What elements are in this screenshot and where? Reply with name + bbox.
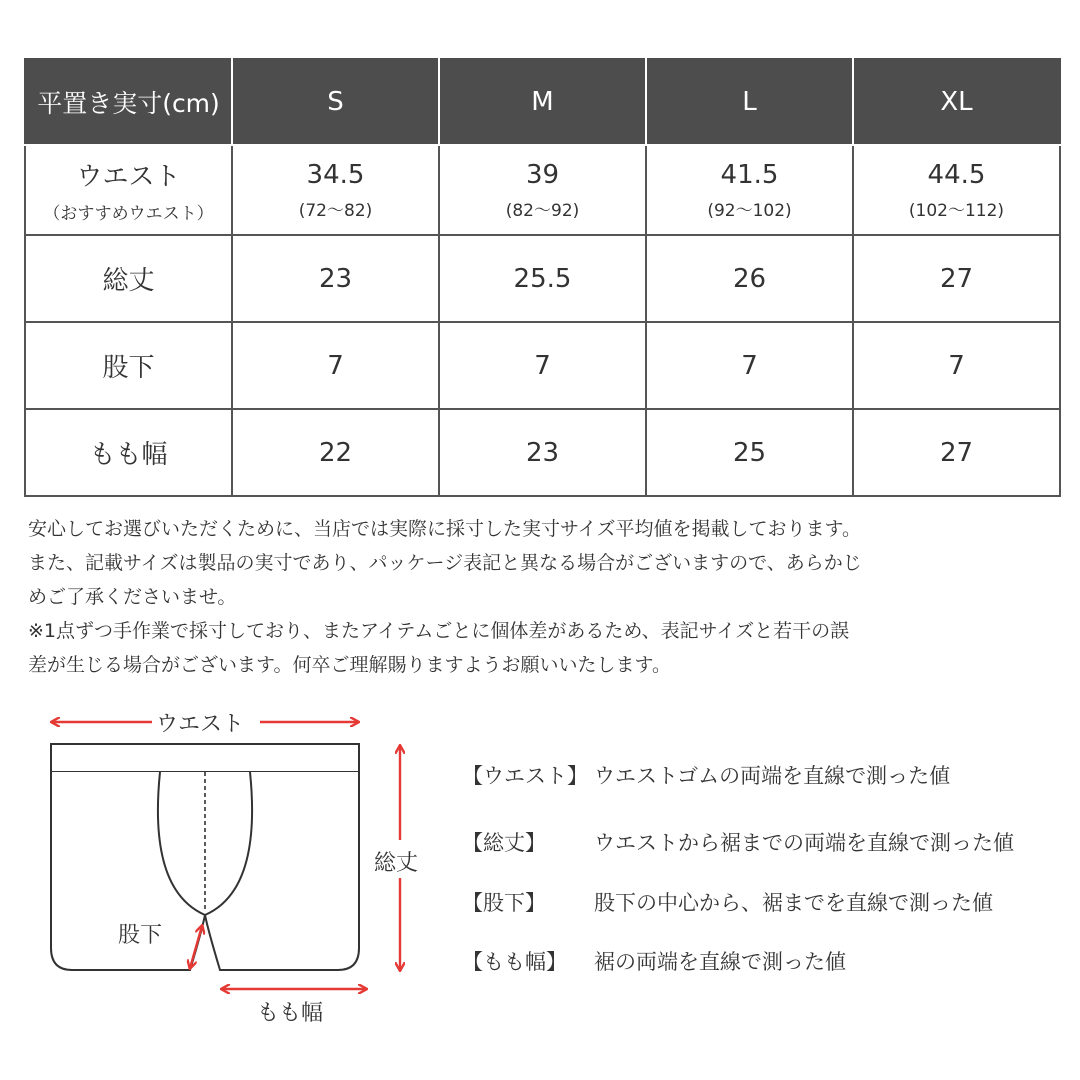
cell-waist-s	[232, 145, 439, 235]
legend-item	[462, 946, 1062, 986]
legend-desc: ウエストから裾までの両端を直線で測った値	[594, 831, 1014, 855]
table-header-row	[25, 59, 1060, 145]
legend-item	[462, 887, 1062, 927]
legend-term: 【もも幅】	[462, 950, 567, 974]
diagram-label-length: 総丈	[374, 851, 419, 876]
cell-thigh-s: 22	[232, 409, 439, 496]
note-line: めご了承くださいませ。	[28, 586, 237, 608]
cell-thigh-l: 25	[646, 409, 853, 496]
note-line: 差が生じる場合がございます。何卒ご理解賜りますようお願いいたします。	[28, 654, 671, 676]
cell-length-s: 23	[232, 235, 439, 322]
size-header-xl: XL	[853, 59, 1060, 145]
cell-value: 39	[525, 159, 560, 190]
legend-item	[462, 760, 1062, 800]
cell-value: 41.5	[720, 159, 779, 190]
size-table	[24, 58, 1061, 497]
cell-subvalue: (72〜82)	[298, 200, 373, 221]
note-line: 安心してお選びいただくために、当店では実際に採寸した実寸サイズ平均値を掲載しております。	[28, 518, 861, 540]
row-label-thigh: もも幅	[25, 409, 232, 496]
cell-value: 44.5	[927, 159, 986, 190]
diagram-label-inseam: 股下	[118, 923, 163, 948]
table-row-thigh	[25, 409, 1060, 496]
row-label: ウエスト	[76, 162, 181, 192]
table-row-waist	[25, 145, 1060, 235]
cell-thigh-m: 23	[439, 409, 646, 496]
legend-term: 【ウエスト】	[462, 764, 588, 788]
cell-value: 34.5	[306, 159, 365, 190]
waistband-shape	[51, 744, 359, 772]
table-row-length	[25, 235, 1060, 322]
measurement-diagram	[30, 700, 450, 1040]
size-header-s: S	[232, 59, 439, 145]
note-line: ※1点ずつ手作業で採寸しており、またアイテムごとに個体差があるため、表記サイズと若干の誤	[28, 620, 850, 642]
cell-subvalue: (102〜112)	[908, 200, 1005, 221]
legend-desc: ウエストゴムの両端を直線で測った値	[594, 764, 951, 788]
size-header-l: L	[646, 59, 853, 145]
legend-term: 【股下】	[462, 891, 546, 915]
diagram-label-waist: ウエスト	[156, 712, 245, 737]
cell-thigh-xl: 27	[853, 409, 1060, 496]
cell-inseam-xl: 7	[853, 322, 1060, 409]
row-sublabel: （おすすめウエスト）	[43, 204, 214, 224]
cell-waist-xl	[853, 145, 1060, 235]
diagram-label-thigh: もも幅	[257, 1001, 324, 1026]
cell-waist-l	[646, 145, 853, 235]
table-row-inseam	[25, 322, 1060, 409]
cell-inseam-m: 7	[439, 322, 646, 409]
row-label-length: 総丈	[25, 235, 232, 322]
cell-subvalue: (82〜92)	[505, 200, 580, 221]
legend-term: 【総丈】	[462, 831, 546, 855]
row-label-waist	[25, 145, 232, 235]
cell-inseam-s: 7	[232, 322, 439, 409]
cell-length-l: 26	[646, 235, 853, 322]
note-line: また、記載サイズは製品の実寸であり、パッケージ表記と異なる場合がございますので、あらかじ	[28, 552, 862, 574]
cell-length-xl: 27	[853, 235, 1060, 322]
legend-desc: 股下の中心から、裾までを直線で測った値	[594, 891, 993, 915]
legend-desc: 裾の両端を直線で測った値	[594, 950, 846, 974]
size-notes	[28, 512, 1058, 682]
cell-inseam-l: 7	[646, 322, 853, 409]
cell-waist-m	[439, 145, 646, 235]
legend-item	[462, 827, 1062, 867]
header-label: 平置き実寸(cm)	[25, 59, 232, 145]
cell-subvalue: (92〜102)	[707, 200, 792, 221]
size-header-m: M	[439, 59, 646, 145]
row-label-inseam: 股下	[25, 322, 232, 409]
cell-length-m: 25.5	[439, 235, 646, 322]
